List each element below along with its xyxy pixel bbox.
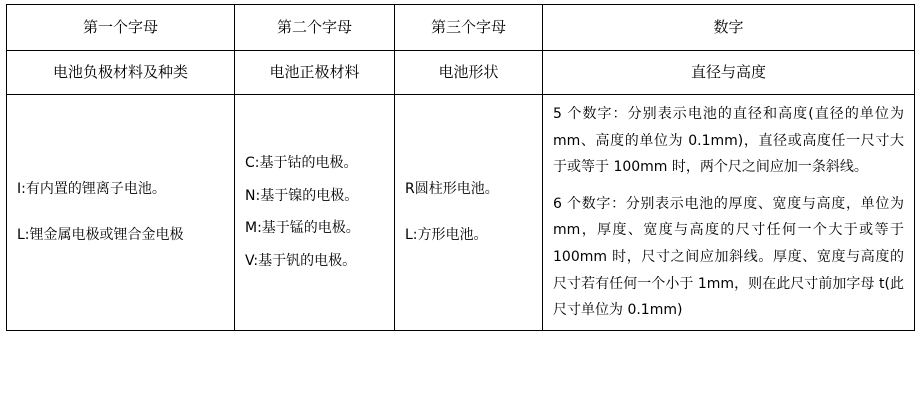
table-subheader-row [7,51,915,95]
subheader-anode-material: 电池负极材料及种类 [7,51,235,95]
subheader-cathode-material: 电池正极材料 [235,51,395,95]
table-body-row [7,95,915,331]
spacer [17,208,224,222]
header-third-letter: 第三个字母 [395,5,543,51]
header-first-letter: 第一个字母 [7,5,235,51]
third-letter-item-l: L:方形电池。 [405,227,488,244]
first-letter-item-l: L:锂金属电极或锂合金电极 [17,227,184,244]
second-letter-item-n: N:基于镍的电极。 [245,187,359,204]
cell-second-letter-values [235,95,395,331]
numbers-rule-five-digits-text: 5 个数字：分别表示电池的直径和高度(直径的单位为 mm、高度的单位为 0.1mm)，直径或高度任一尺寸大于或等于 100mm 时，两个尺之间应加一条斜线。 [553,106,904,176]
cell-third-letter-values [395,95,543,331]
header-numbers: 数字 [543,5,915,51]
table-header-row [7,5,915,51]
subheader-cell-shape: 电池形状 [395,51,543,95]
subheader-diameter-height: 直径与高度 [543,51,915,95]
cell-first-letter-values [7,95,235,331]
second-letter-item-m: M:基于锰的电极。 [245,220,360,237]
header-second-letter: 第二个字母 [235,5,395,51]
battery-code-table [6,4,915,331]
cell-numbers-values [543,95,915,331]
spacer [405,208,532,222]
first-letter-item-i: I:有内置的锂离子电池。 [17,180,166,197]
second-letter-item-v: V:基于钒的电极。 [245,252,357,269]
numbers-rule-six-digits [553,191,904,324]
second-letter-item-c: C:基于钴的电极。 [245,155,358,172]
numbers-rule-six-digits-text: 6 个数字：分别表示电池的厚度、宽度与高度，单位为 mm，厚度、宽度与高度的尺寸任何一个大于或等于 100mm 时，尺寸之间应加斜线。厚度、宽度与高度的尺寸若有任何一个小于 1mm，则在此尺寸前加字母 t(此尺寸单位为 0.1mm) [553,195,904,319]
third-letter-item-r: R圆柱形电池。 [405,180,499,197]
numbers-rule-five-digits [553,101,904,181]
